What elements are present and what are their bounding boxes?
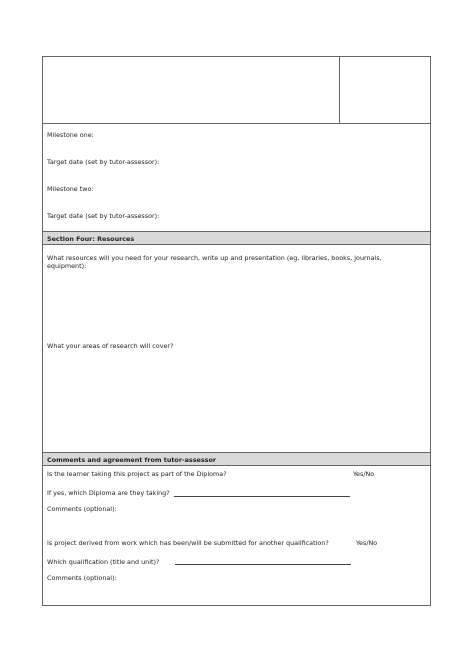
- comments-section-header: [43, 452, 430, 466]
- diploma-yes-no[interactable]: Yes/No: [353, 470, 375, 478]
- top-box-bottom-border: [43, 123, 430, 124]
- section-four-header: [43, 231, 430, 245]
- research-areas-question: What your areas of research will cover?: [47, 342, 174, 350]
- resources-question: What resources will you need for your research, write up and presentation (eg, libraries, books, journals, equipment):: [47, 254, 382, 270]
- section-four-heading: Section Four: Resources: [47, 235, 135, 243]
- comments-optional-2-label: Comments (optional):: [47, 574, 117, 582]
- project-proposal-form: [42, 56, 431, 606]
- other-qualification-yes-no[interactable]: Yes/No: [356, 539, 378, 547]
- resources-answer-area[interactable]: [43, 273, 430, 339]
- comments-optional-1-label: Comments (optional):: [47, 505, 117, 513]
- target-date-one-label: Target date (set by tutor-assessor):: [47, 158, 160, 166]
- diploma-question: Is the learner taking this project as part of the Diploma?: [47, 470, 227, 478]
- milestone-one-label: Milestone one:: [47, 131, 94, 139]
- which-qualification-label: Which qualification (title and unit)?: [47, 558, 160, 566]
- which-diploma-label: If yes, which Diploma are they taking?: [47, 489, 170, 497]
- target-date-two-label: Target date (set by tutor-assessor):: [47, 212, 160, 220]
- which-diploma-answer-line[interactable]: [174, 496, 350, 497]
- top-right-blank-cell[interactable]: [340, 57, 430, 123]
- research-areas-answer-area[interactable]: [43, 353, 430, 449]
- top-blank-cell[interactable]: [43, 57, 339, 123]
- milestone-two-label: Milestone two:: [47, 185, 94, 193]
- other-qualification-question: Is project derived from work which has been/will be submitted for another qualification?: [47, 539, 329, 547]
- comments-section-heading: Comments and agreement from tutor-assessor: [47, 456, 217, 464]
- which-qualification-answer-line[interactable]: [175, 564, 351, 565]
